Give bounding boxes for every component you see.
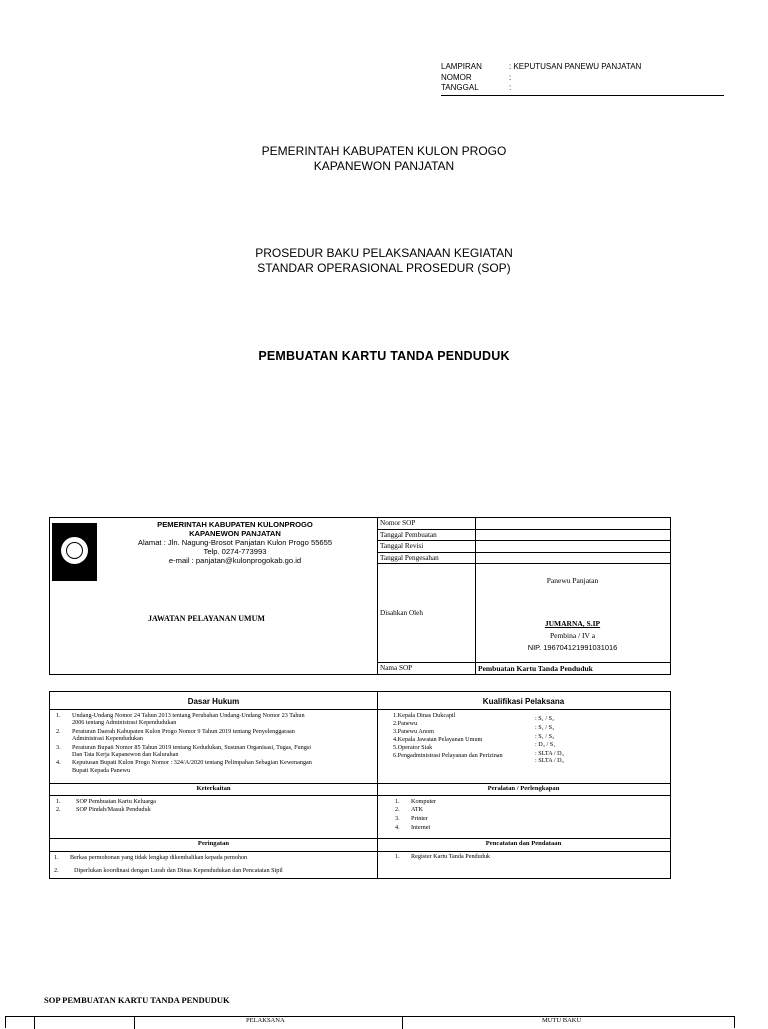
value-column (475, 518, 670, 674)
nama-sop-value: Pembuatan Kartu Tanda Penduduk (478, 664, 593, 673)
disahkan-label: Disahkan Oleh (380, 609, 423, 617)
lampiran-label: LAMPIRAN (441, 62, 482, 71)
dasar-hukum-header: Dasar Hukum (187, 697, 240, 706)
org-email: e-mail : panjatan@kulonprogokab.go.id (168, 556, 302, 565)
tanggal-revisi-label: Tanggal Revisi (380, 542, 424, 550)
tanggal-pembuatan-label: Tanggal Pembuatan (380, 531, 437, 539)
kapanewon-line: KAPANEWON PANJATAN (313, 159, 455, 173)
signer-name: JUMARNA, S.IP (544, 619, 601, 628)
nomor-value: : (509, 72, 512, 82)
sop-details-table (49, 691, 671, 879)
nomor-row (441, 73, 724, 84)
pencatatan-header: Pencatatan dan Pendataan (485, 840, 562, 847)
government-heading (0, 144, 768, 174)
peringatan-header: Peringatan (197, 840, 230, 847)
org-line2: KAPANEWON PANJATAN (189, 529, 281, 538)
tanggal-pengesahan-label: Tanggal Pengesahan (380, 554, 439, 562)
org-cell (50, 518, 378, 674)
kualifikasi-header: Kualifikasi Pelaksana (482, 697, 565, 706)
sop-section-title: SOP PEMBUATAN KARTU TANDA PENDUDUK (44, 995, 230, 1005)
document-title: PEMBUATAN KARTU TANDA PENDUDUK (258, 349, 510, 363)
lampiran-block (441, 62, 724, 96)
org-line1: PEMERINTAH KABUPATEN KULONPROGO (157, 520, 313, 529)
signer-rank: Pembina / IV a (549, 631, 596, 640)
government-line: PEMERINTAH KABUPATEN KULON PROGO (261, 144, 507, 158)
org-name (100, 520, 370, 565)
lampiran-value: : KEPUTUSAN PANEWU PANJATAN (509, 62, 642, 71)
unit-name: JAWATAN PELAYANAN UMUM (148, 614, 265, 623)
pelaksana-header: PELAKSANA (246, 1017, 285, 1024)
label-column (377, 518, 476, 674)
procedure-heading (0, 246, 768, 276)
tanggal-row (441, 83, 724, 94)
right-column: Kualifikasi Pelaksana 1.Kepala Dinas Dukcapil : S₁ / S₂ 2.Panewu : S₁ / S₂ 3.Panewu Anom : S₁ / S₂ 4.Kepala Jawatan Pelayanan Umum : D₃ / S₁ 5.Operator Siak : SLTA / D₃ 6.Pengadministrasi Pelayanan dan Perizinan : SLTA / D₃ Peralatan / Perlengkapan 1. Komputer 2. ATK 3. Printer 4. Internet Pencatatan dan Pendataan 1. Register Kartu Tanda Penduduk (377, 692, 670, 878)
lampiran-row (441, 62, 724, 73)
sop-line: STANDAR OPERASIONAL PROSEDUR (SOP) (257, 261, 511, 275)
procedure-line: PROSEDUR BAKU PELAKSANAAN KEGIATAN (255, 246, 513, 260)
kulon-progo-logo (52, 523, 97, 581)
mutu-baku-header: MUTU BAKU (542, 1017, 582, 1024)
nama-sop-label: Nama SOP (380, 664, 413, 672)
tanggal-label: TANGGAL (441, 83, 479, 92)
tanggal-value: : (509, 83, 512, 92)
nomor-sop-label: Nomor SOP (380, 519, 416, 527)
org-address: Alamat : Jln. Nagung-Brosot Panjatan Kulon Progo 55655 (137, 538, 333, 547)
org-phone: Telp. 0274-773993 (203, 547, 267, 556)
signer-nip: NIP. 196704121991031016 (527, 643, 618, 652)
sop-header-table (49, 517, 671, 675)
keterkaitan-header: Keterkaitan (196, 785, 231, 792)
sop-flow-table-header (5, 1016, 735, 1028)
left-column: Dasar Hukum 1. Undang-Undang Nomor 24 Tahun 2013 tentang Perubahan Undang-Undang Nomor 23 Tahun 2006 tentang Administrasi Kependudukan 2. Peraturan Daerah Kabupaten Kulon Progo Nomor 9 Tahun 2019 tentang Penyelenggaraan Administrasi Kependudukan 3. Peraturan Bupati Nomor 85 Tahun 2019 tentang Kedudukan, Susunan Organisasi, Tugas, Fungsi Dan Tata Kerja Kapanewon dan Kalurahan 4. Keputusan Bupati Kulon Progo Nomor : 324/A/2020 tentang Pelimpahan Sebagian Kewenangan Bupati Kepada Panewu Keterkaitan 1. SOP Pembuatan Kartu Keluarga 2. SOP Pindah/Masuk Penduduk Peringatan 1. Berkas permohonan yang tidak lengkap dikembalikan kepada pemohon 2. Diperlukan koordinasi dengan Lurah dan Dinas Kependudukan dan Pencatatan Sipil (50, 692, 378, 878)
signer-office: Panewu Panjatan (546, 576, 599, 585)
peralatan-header: Peralatan / Perlengkapan (487, 785, 560, 792)
nomor-label: NOMOR (441, 72, 472, 82)
